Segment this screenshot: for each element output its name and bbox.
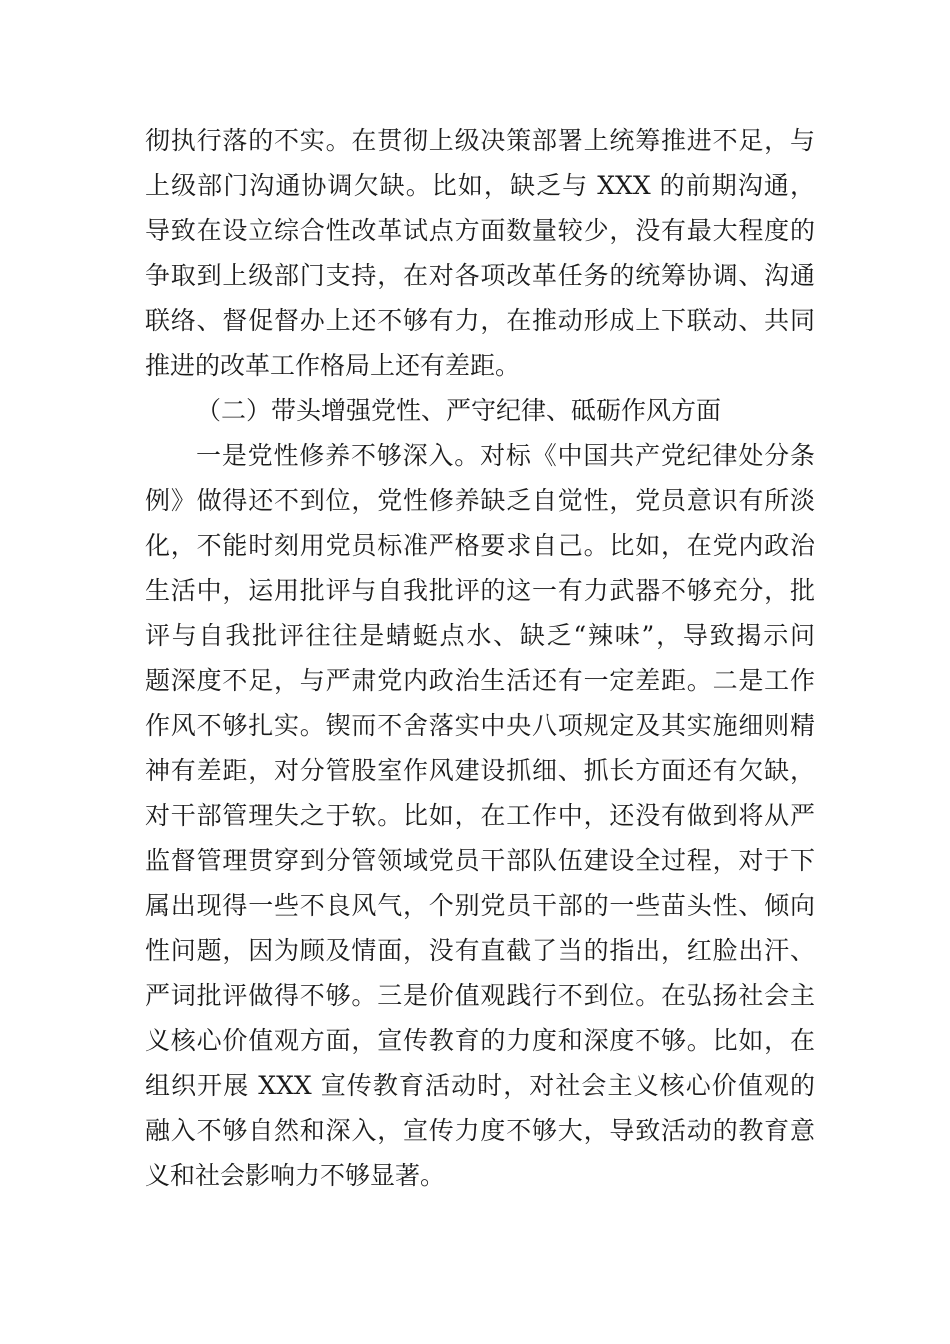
section-heading: （二）带头增强党性、严守纪律、砥砺作风方面 xyxy=(196,396,722,425)
paragraph-line: 义核心价值观方面，宣传教育的力度和深度不够。比如，在 xyxy=(145,1026,815,1055)
paragraph-line: 对干部管理失之于软。比如，在工作中，还没有做到将从严 xyxy=(145,801,815,830)
paragraph-line: 义和社会影响力不够显著。 xyxy=(145,1161,446,1190)
paragraph-line: 神有差距，对分管股室作风建设抓细、抓长方面还有欠缺， xyxy=(145,756,815,785)
paragraph-line: 评与自我批评往往是蜻蜓点水、缺乏“辣味”，导致揭示问 xyxy=(145,621,815,650)
paragraph-line: 题深度不足，与严肃党内政治生活还有一定差距。二是工作 xyxy=(145,666,815,695)
paragraph-line: 联络、督促督办上还不够有力，在推动形成上下联动、共同 xyxy=(145,306,815,335)
paragraph-line: 监督管理贯穿到分管领域党员干部队伍建设全过程，对于下 xyxy=(145,846,815,875)
paragraph-line: 作风不够扎实。锲而不舍落实中央八项规定及其实施细则精 xyxy=(145,711,815,740)
paragraph-line: 一是党性修养不够深入。对标《中国共产党纪律处分条 xyxy=(196,441,815,470)
paragraph-line: 属出现得一些不良风气，个别党员干部的一些苗头性、倾向 xyxy=(145,891,815,920)
paragraph-line: 例》做得还不到位，党性修养缺乏自觉性，党员意识有所淡 xyxy=(145,486,815,515)
paragraph-line: 性问题，因为顾及情面，没有直截了当的指出，红脸出汗、 xyxy=(145,936,815,965)
paragraph-line: 推进的改革工作格局上还有差距。 xyxy=(145,351,521,380)
paragraph-line: 化，不能时刻用党员标准严格要求自己。比如，在党内政治 xyxy=(145,531,815,560)
paragraph-line: 融入不够自然和深入，宣传力度不够大，导致活动的教育意 xyxy=(145,1116,815,1145)
paragraph-line: 组织开展 XXX 宣传教育活动时，对社会主义核心价值观的 xyxy=(145,1071,815,1100)
paragraph-line: 严词批评做得不够。三是价值观践行不到位。在弘扬社会主 xyxy=(145,981,815,1010)
paragraph-line: 争取到上级部门支持，在对各项改革任务的统筹协调、沟通 xyxy=(145,261,815,290)
paragraph-line: 生活中，运用批评与自我批评的这一有力武器不够充分，批 xyxy=(145,576,815,605)
paragraph-line: 彻执行落的不实。在贯彻上级决策部署上统筹推进不足，与 xyxy=(145,126,815,155)
paragraph-line: 导致在设立综合性改革试点方面数量较少，没有最大程度的 xyxy=(145,216,815,245)
paragraph-line: 上级部门沟通协调欠缺。比如，缺乏与 XXX 的前期沟通， xyxy=(145,171,815,200)
